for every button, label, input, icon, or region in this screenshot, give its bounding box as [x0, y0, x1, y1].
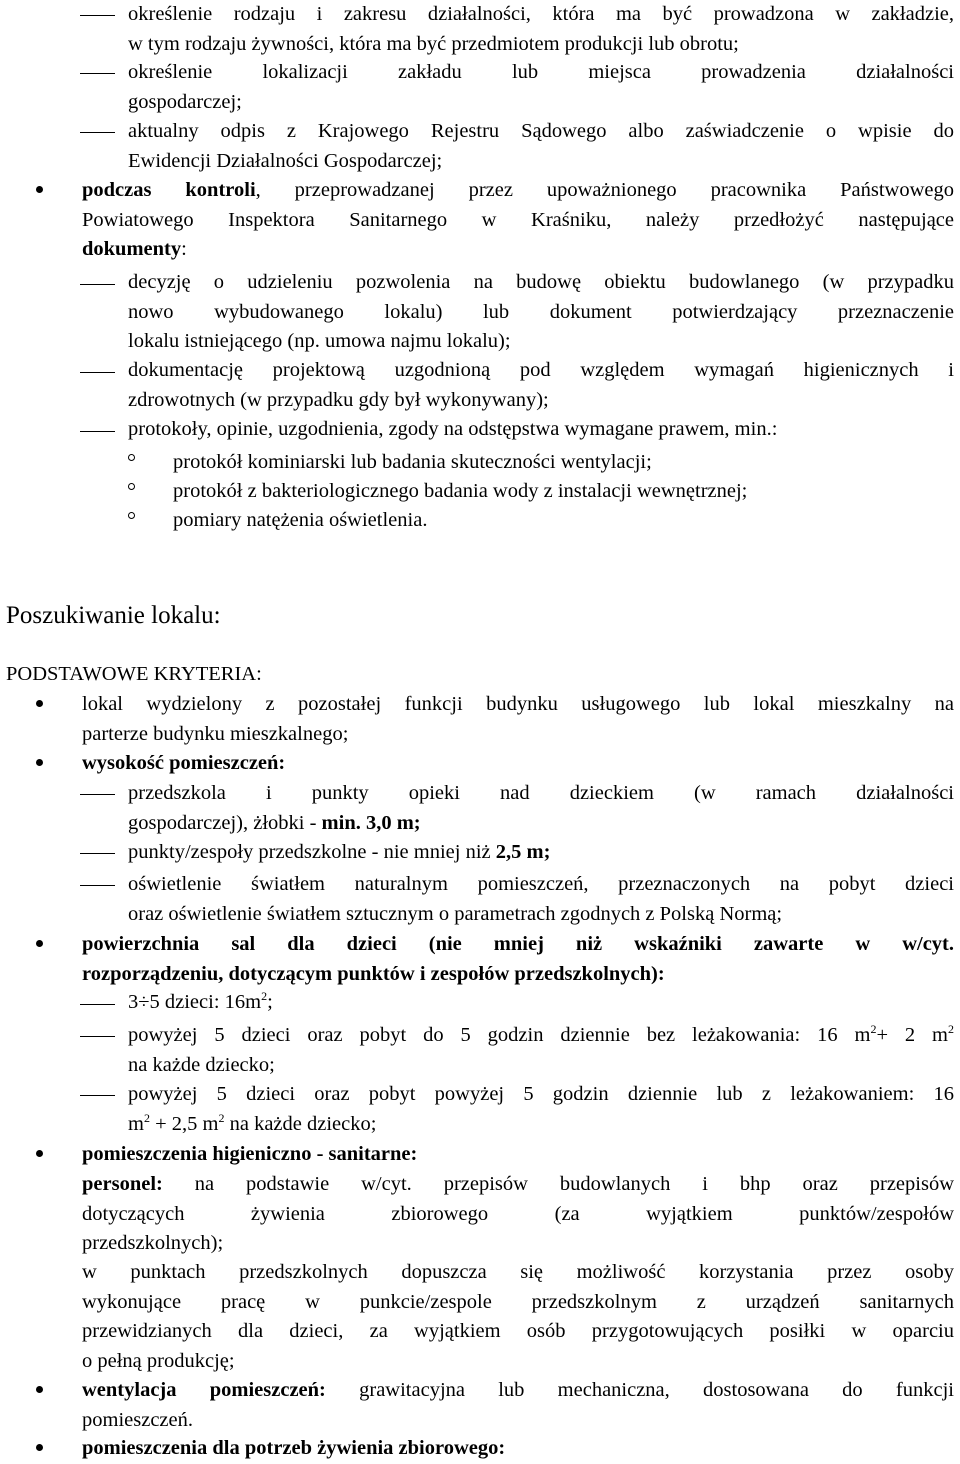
dash-marker	[80, 1095, 115, 1096]
list-item: punkty/zespoły przedszkolne - nie mniej niż 2,5 m;	[128, 841, 551, 863]
bold-text: 2,5 m;	[495, 841, 551, 863]
list-item: powyżej 5 dzieci oraz pobyt powyżej 5 godzin dziennie lub z leżakowaniem: 16 $m^2 + 2,5$ $m^2$ na każde dziecko;	[128, 1083, 954, 1135]
bold-text: min. 3,0 m;	[321, 811, 421, 834]
dash-marker	[80, 15, 115, 16]
bullet-marker	[36, 186, 43, 193]
dash-marker	[80, 853, 115, 854]
list-item: określenie rodzaju i zakresu działalności, która ma być prowadzona w zakładzie, w tym rodzaju żywności, która ma być przedmiotem produkcji lub obrotu;	[128, 3, 954, 55]
list-item: pomiary natężenia oświetlenia.	[173, 509, 428, 531]
circle-marker	[128, 512, 135, 519]
list-item: podczas kontroli, przeprowadzanej przez upoważnionego pracownika Państwowego Powiatowego Inspektora Sanitarnego w Kraśniku, należy przedłożyć następujące dokumenty:	[82, 179, 954, 260]
dash-marker	[80, 885, 115, 886]
bold-text: wysokość pomieszczeń:	[82, 752, 286, 774]
list-item	[82, 1434, 954, 1464]
list-item: protokoły, opinie, uzgodnienia, zgody na odstępstwa wymagane prawem, min.:	[128, 418, 778, 440]
bullet-marker	[36, 1386, 43, 1393]
circle-marker	[128, 454, 135, 461]
list-item: decyzję o udzieleniu pozwolenia na budowę obiektu budowlanego (w przypadku nowo wybudowanego lokalu) lub dokument potwierdzający przeznaczenie lokalu istniejącego (np. umowa najmu lokalu);	[128, 271, 954, 352]
list-item: dokumentację projektową uzgodnioną pod względem wymagań higienicznych i zdrowotnych (w przypadku gdy był wykonywany);	[128, 359, 954, 411]
bold-text: pomieszczenia higieniczno - sanitarne:	[82, 1143, 418, 1165]
bold-text: dokumenty	[82, 238, 182, 260]
dash-marker	[80, 794, 115, 795]
dash-marker	[80, 284, 115, 285]
section-heading: Poszukiwanie lokalu:	[6, 602, 221, 629]
list-item: aktualny odpis z Krajowego Rejestru Sądowego albo zaświadczenie o wpisie do Ewidencji Działalności Gospodarczej;	[128, 120, 954, 172]
list-item: określenie lokalizacji zakładu lub miejsca prowadzenia działalności gospodarczej;	[128, 61, 954, 113]
list-item: oświetlenie światłem naturalnym pomieszczeń, przeznaczonych na pobyt dzieci oraz oświetlenie światłem sztucznym o parametrach zgodnych z Polską Normą;	[128, 873, 954, 925]
paragraph: w punktach przedszkolnych dopuszcza się możliwość korzystania przez osoby wykonujące pracę w punkcie/zespole przedszkolnym z urządzeń sanitarnych przewidzianych dla dzieci, za wyjątkiem osób przygotowujących posiłki w oparciu o pełną produkcję;	[82, 1261, 954, 1372]
circle-marker	[128, 483, 135, 490]
bullet-marker	[36, 1150, 43, 1157]
bullet-marker	[36, 940, 43, 947]
bullet-marker	[36, 759, 43, 766]
bold-text: pomieszczenia dla potrzeb żywienia zbiorowego:	[82, 1437, 506, 1459]
list-item: protokół z bakteriologicznego badania wody z instalacji wewnętrznej;	[173, 480, 748, 502]
dash-marker	[80, 132, 115, 133]
dash-marker	[80, 1004, 115, 1005]
dash-marker	[80, 372, 115, 373]
list-item: lokal wydzielony z pozostałej funkcji budynku usługowego lub lokal mieszkalny na parterze budynku mieszkalnego;	[82, 693, 954, 745]
bullet-marker	[36, 1444, 43, 1451]
subheading: PODSTAWOWE KRYTERIA:	[6, 663, 262, 685]
dash-marker	[80, 1036, 115, 1037]
list-item: przedszkola i punkty opieki nad dzieckiem (w ramach działalności gospodarczej), żłobki - min. 3,0 m;	[128, 782, 954, 834]
list-item: powyżej 5 dzieci oraz pobyt do 5 godzin dziennie bez leżakowania: 16 $m^2+ 2$ $m^2$ na każde dziecko;	[128, 1022, 954, 1076]
list-item	[82, 749, 954, 779]
list-item: wentylacja pomieszczeń: grawitacyjna lub mechaniczna, dostosowana do funkcji pomieszczeń.	[82, 1379, 954, 1431]
bold-text: wentylacja pomieszczeń:	[82, 1379, 326, 1401]
list-item	[82, 1140, 954, 1170]
bold-text: podczas kontroli	[82, 179, 256, 201]
list-item: 3÷5 dzieci: $16m^2$;	[128, 989, 273, 1013]
bold-text: personel:	[82, 1173, 163, 1195]
bullet-marker	[36, 700, 43, 707]
dash-marker	[80, 73, 115, 74]
list-item: powierzchnia sal dla dzieci (nie mniej niż wskaźniki zawarte w w/cyt. rozporządzeniu, dotyczącym punktów i zespołów przedszkolnych):	[82, 933, 954, 985]
dash-marker	[80, 431, 115, 432]
paragraph: personel: na podstawie w/cyt. przepisów budowlanych i bhp oraz przepisów dotyczących żywienia zbiorowego (za wyjątkiem punktów/zespołów przedszkolnych);	[82, 1173, 954, 1254]
list-item: protokół kominiarski lub badania skuteczności wentylacji;	[173, 451, 652, 473]
